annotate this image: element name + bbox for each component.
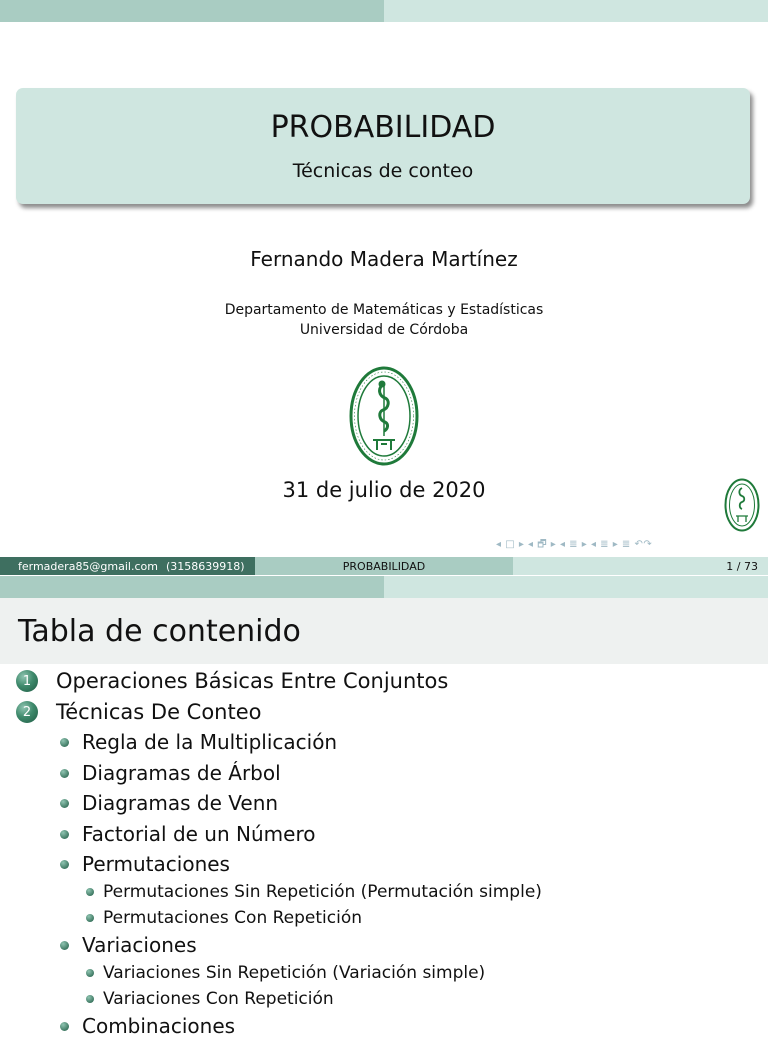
university-seal-icon: [349, 366, 419, 466]
subsection-label: Diagramas de Árbol: [82, 761, 281, 785]
frame-title-bar: [0, 598, 768, 664]
footer-email: fermadera85@gmail.com: [18, 559, 158, 573]
toc-subsection[interactable]: [60, 849, 230, 879]
bullet-icon: [60, 799, 69, 808]
bullet-icon: [60, 738, 69, 747]
top-headline-bar: [0, 0, 768, 22]
presentation-date: 31 de julio de 2020: [282, 478, 486, 502]
subsubsection-label: Permutaciones Con Repetición: [103, 908, 363, 928]
toc-subsection[interactable]: [60, 727, 337, 757]
bullet-icon: [60, 1022, 69, 1031]
subsubsection-label: Variaciones Sin Repetición (Variación simple): [103, 963, 486, 983]
section-label: Técnicas De Conteo: [56, 700, 262, 724]
toc-subsection[interactable]: [60, 819, 315, 849]
toc-subsubsection[interactable]: [86, 879, 542, 905]
bullet-icon: [60, 769, 69, 778]
toc-section[interactable]: [16, 666, 448, 696]
subsection-label: Combinaciones: [82, 1014, 236, 1038]
subsubsection-label: Permutaciones Sin Repetición (Permutación simple): [103, 882, 542, 902]
slide-footer: [0, 557, 768, 575]
subsection-label: Permutaciones: [82, 852, 230, 876]
title-block: [16, 88, 750, 204]
footer-phone: (3158639918): [165, 559, 245, 573]
presentation-subtitle: Técnicas de conteo: [292, 160, 474, 182]
bullet-icon: [86, 969, 94, 977]
author-name: Fernando Madera Martínez: [250, 247, 518, 271]
bullet-icon: [60, 830, 69, 839]
bullet-icon: [86, 995, 94, 1003]
toc-subsection[interactable]: [60, 1011, 235, 1041]
top-bar-right: [384, 576, 768, 598]
footer-page-number: 1 / 73: [513, 557, 768, 575]
section-number-badge: 1: [16, 670, 38, 692]
toc-subsection[interactable]: [60, 758, 281, 788]
toc-subsubsection[interactable]: [86, 905, 362, 931]
top-bar-left: [0, 576, 384, 598]
bullet-icon: [60, 941, 69, 950]
slide-table-of-contents: [0, 576, 768, 1038]
presentation-title: PROBABILIDAD: [270, 110, 496, 145]
subsection-label: Regla de la Multiplicación: [82, 730, 338, 754]
university-name: Universidad de Córdoba: [299, 322, 469, 338]
toc-subsection[interactable]: [60, 788, 278, 818]
subsubsection-label: Variaciones Con Repetición: [103, 989, 334, 1009]
bullet-icon: [60, 860, 69, 869]
footer-title: PROBABILIDAD: [255, 557, 513, 575]
top-bar-left: [0, 0, 384, 22]
navigation-symbols[interactable]: ◂ □ ▸ ◂ 🗗 ▸ ◂ ≣ ▸ ◂ ≣ ▸ ≣ ↶↷: [496, 539, 653, 550]
top-headline-bar: [0, 576, 768, 598]
section-label: Operaciones Básicas Entre Conjuntos: [56, 669, 449, 693]
toc-subsubsection[interactable]: [86, 986, 334, 1012]
department-name: Departamento de Matemáticas y Estadísticas: [224, 302, 544, 318]
toc-subsection[interactable]: [60, 930, 197, 960]
toc-section[interactable]: [16, 697, 262, 727]
subsection-label: Diagramas de Venn: [82, 791, 279, 815]
bullet-icon: [86, 914, 94, 922]
footer-author-info: [0, 557, 255, 575]
toc-subsubsection[interactable]: [86, 960, 485, 986]
university-seal-small-icon: [724, 478, 760, 532]
subsection-label: Factorial de un Número: [82, 822, 316, 846]
frame-title: Tabla de contenido: [18, 614, 301, 649]
subsection-label: Variaciones: [82, 933, 197, 957]
section-number-badge: 2: [16, 701, 38, 723]
top-bar-right: [384, 0, 768, 22]
bullet-icon: [86, 888, 94, 896]
institute: [0, 300, 768, 340]
